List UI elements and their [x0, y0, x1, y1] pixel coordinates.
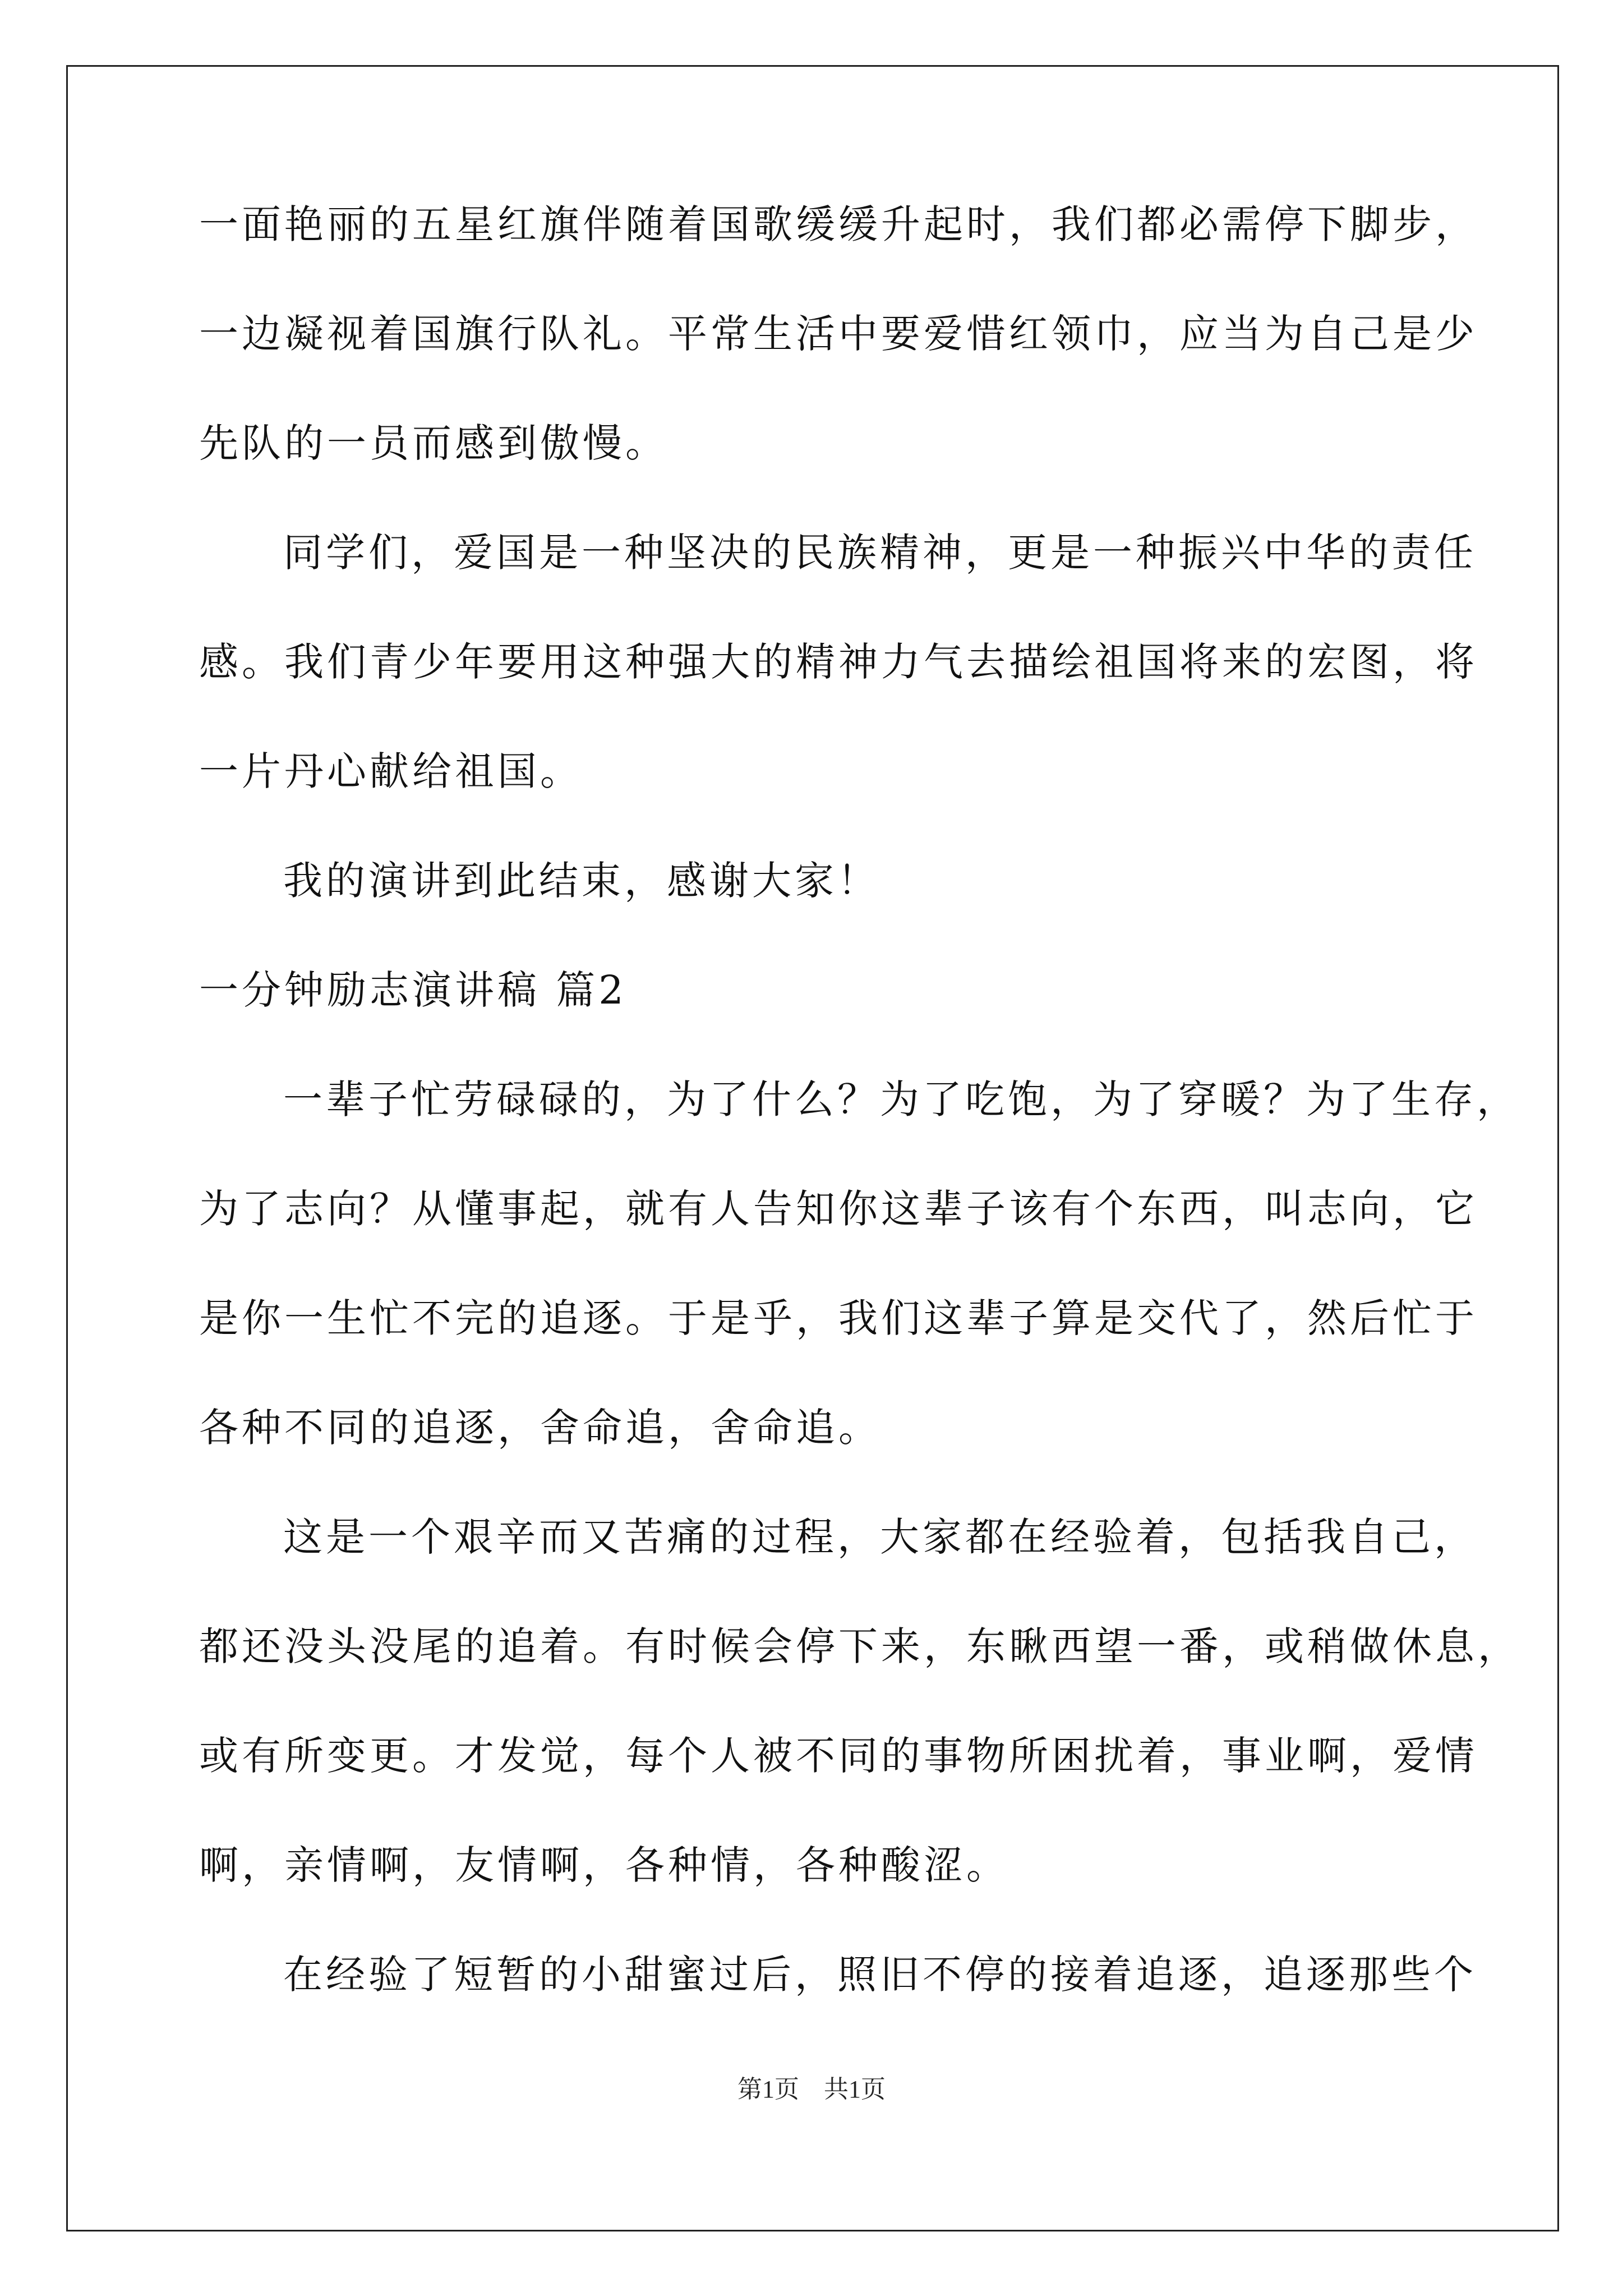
text-line: 为了志向？从懂事起，就有人告知你这辈子该有个东西，叫志向，它	[199, 1186, 1478, 1232]
page-footer: 第1页 共1页	[737, 2076, 886, 2103]
paragraph-start-line: 在经验了短暂的小甜蜜过后，照旧不停的接着追逐，追逐那些个	[283, 1952, 1477, 1998]
text-line: 感。我们青少年要用这种强大的精神力气去描绘祖国将来的宏图，将	[199, 639, 1478, 685]
section-heading: 一分钟励志演讲稿 篇2	[199, 967, 627, 1013]
text-line: 先队的一员而感到傲慢。	[199, 420, 668, 466]
text-line: 一片丹心献给祖国。	[199, 748, 583, 794]
text-line: 一边凝视着国旗行队礼。平常生活中要爱惜红领巾，应当为自己是少	[199, 311, 1478, 357]
text-line: 一面艳丽的五星红旗伴随着国歌缓缓升起时，我们都必需停下脚步，	[199, 201, 1478, 247]
paragraph-start-line: 同学们，爱国是一种坚决的民族精神，更是一种振兴中华的责任	[283, 530, 1477, 576]
page-border	[66, 65, 1559, 2231]
text-line: 啊，亲情啊，友情啊，各种情，各种酸涩。	[199, 1842, 1009, 1888]
paragraph-start-line: 我的演讲到此结束，感谢大家！	[283, 858, 880, 904]
paragraph-start-line: 一辈子忙劳碌碌的，为了什么？为了吃饱，为了穿暖？为了生存，	[283, 1076, 1519, 1122]
text-line: 或有所变更。才发觉，每个人被不同的事物所困扰着，事业啊，爱情	[199, 1733, 1478, 1779]
text-line: 各种不同的追逐，舍命追，舍命追。	[199, 1405, 881, 1451]
paragraph-start-line: 这是一个艰辛而又苦痛的过程，大家都在经验着，包括我自己，	[283, 1514, 1477, 1560]
text-line: 是你一生忙不完的追逐。于是乎，我们这辈子算是交代了，然后忙于	[199, 1295, 1478, 1341]
text-line: 都还没头没尾的追着。有时候会停下来，东瞅西望一番，或稍做休息，	[199, 1623, 1520, 1669]
